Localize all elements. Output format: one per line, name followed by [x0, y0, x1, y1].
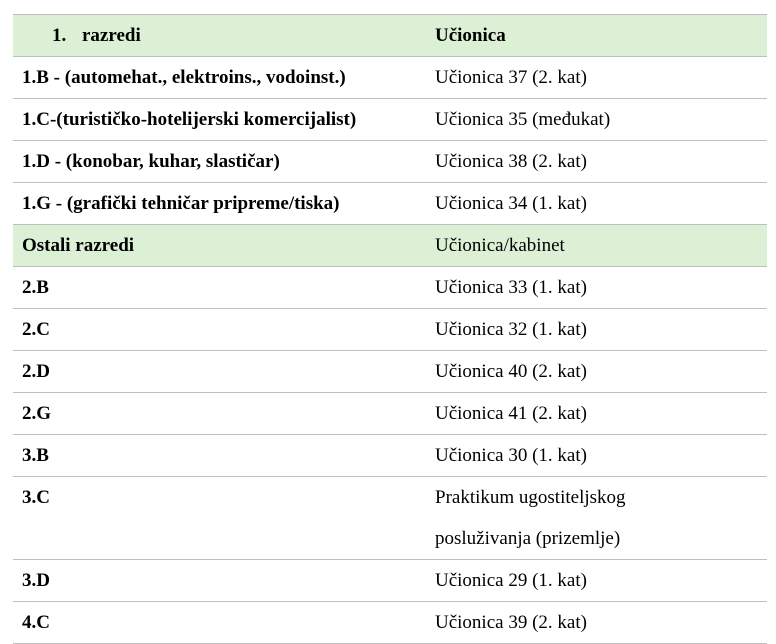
room-line: posluživanja (prizemlje) [435, 528, 621, 549]
class-cell: 3.D [13, 560, 435, 602]
class-cell: 4.C [13, 602, 435, 644]
room-cell: Učionica 30 (1. kat) [435, 435, 767, 477]
table-row [13, 183, 767, 225]
class-cell: 3.C [13, 477, 435, 560]
table-row [13, 602, 767, 644]
class-cell: 1.D - (konobar, kuhar, slastičar) [13, 141, 435, 183]
room-cell: Učionica 32 (1. kat) [435, 309, 767, 351]
room-cell: Učionica 39 (2. kat) [435, 602, 767, 644]
section-header-row [13, 225, 767, 267]
table-header-row [13, 15, 767, 57]
room-cell: Učionica 37 (2. kat) [435, 57, 767, 99]
header-class-cell [13, 15, 435, 57]
room-cell: Učionica 34 (1. kat) [435, 183, 767, 225]
section-title-cell: Ostali razredi [13, 225, 435, 267]
room-cell [435, 477, 767, 560]
room-cell: Učionica 38 (2. kat) [435, 141, 767, 183]
class-cell: 2.G [13, 393, 435, 435]
table-row [13, 267, 767, 309]
header-room-cell: Učionica [435, 15, 767, 57]
classroom-table [13, 14, 767, 644]
class-cell: 1.G - (grafički tehničar pripreme/tiska) [13, 183, 435, 225]
room-line: Praktikum ugostiteljskog [435, 487, 626, 508]
table-row [13, 435, 767, 477]
header-number: 1. [52, 25, 67, 46]
class-cell: 2.D [13, 351, 435, 393]
table-row [13, 393, 767, 435]
class-cell: 1.C-(turističko-hotelijerski komercijalist) [13, 99, 435, 141]
table-row [13, 477, 767, 560]
room-cell: Učionica 35 (međukat) [435, 99, 767, 141]
class-cell: 2.B [13, 267, 435, 309]
table-row [13, 141, 767, 183]
room-cell: Učionica 33 (1. kat) [435, 267, 767, 309]
header-title: razredi [82, 25, 141, 46]
section-room-heading-cell: Učionica/kabinet [435, 225, 767, 267]
class-cell: 3.B [13, 435, 435, 477]
room-cell: Učionica 40 (2. kat) [435, 351, 767, 393]
room-cell: Učionica 29 (1. kat) [435, 560, 767, 602]
room-cell: Učionica 41 (2. kat) [435, 393, 767, 435]
table-row [13, 560, 767, 602]
table-row [13, 99, 767, 141]
table-row [13, 309, 767, 351]
class-cell: 1.B - (automehat., elektroins., vodoinst.) [13, 57, 435, 99]
table-row [13, 351, 767, 393]
class-cell: 2.C [13, 309, 435, 351]
table-row [13, 57, 767, 99]
